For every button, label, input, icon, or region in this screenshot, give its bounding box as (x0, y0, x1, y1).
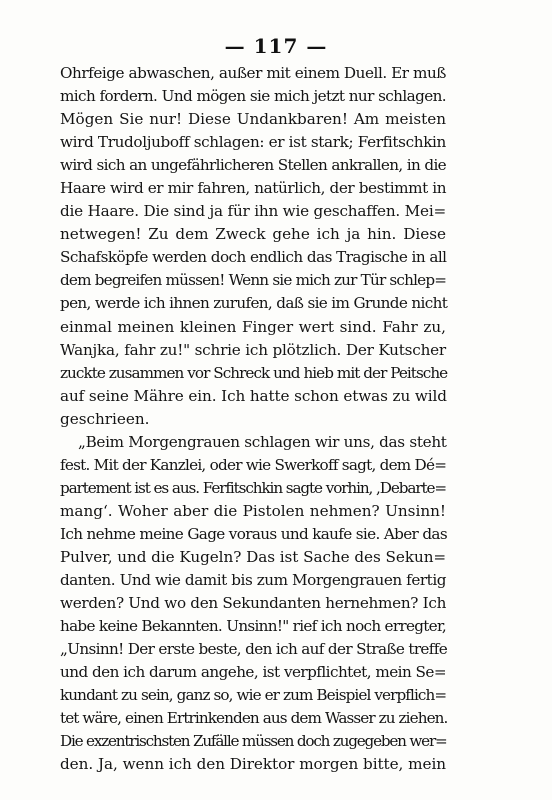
text-line: tet wäre, einen Ertrinkenden aus dem Wasser zu ziehen. (60, 709, 448, 728)
text-line: „Unsinn! Der erste beste, den ich auf der Straße treffe (60, 640, 448, 659)
text-line: habe keine Bekannten. Unsinn!" rief ich noch erregter, (60, 617, 446, 636)
text-line: geschrieen. (60, 409, 150, 428)
text-line: wird Trudoljuboff schlagen: er ist stark; Ferfitschkin (60, 133, 446, 152)
text-line: auf seine Mähre ein. Ich hatte schon etwas zu wild (60, 386, 447, 405)
text-line: Mögen Sie nur! Diese Undankbaren! Am meisten (60, 110, 446, 129)
text-line: Wanjka, fahr zu!" schrie ich plötzlich. Der Kutscher (60, 340, 446, 359)
body-text (60, 62, 446, 776)
text-line: Ohrfeige abwaschen, außer mit einem Duell. Er muß (60, 64, 446, 82)
text-line: dem begreifen müssen! Wenn sie mich zur Tür schlep= (60, 271, 447, 290)
text-line: den. Ja, wenn ich den Direktor morgen bitte, mein (60, 755, 446, 774)
text-line: Die exzentrischsten Zufälle müssen doch zugegeben wer= (60, 732, 447, 751)
text-line: werden? Und wo den Sekundanten hernehmen? Ich (60, 594, 447, 613)
text-line: Haare wird er mir fahren, natürlich, der bestimmt in (60, 179, 447, 198)
text-line: partement ist es aus. Ferfitschkin sagte vorhin, ,Debarte= (60, 478, 446, 497)
text-line: danten. Und wie damit bis zum Morgengrauen fertig (60, 571, 446, 590)
text-line: Ich nehme meine Gage voraus und kaufe sie. Aber das (60, 524, 447, 543)
text-line: kundant zu sein, ganz so, wie er zum Beispiel verpflich= (60, 686, 447, 705)
text-line: einmal meinen kleinen Finger wert sind. Fahr zu, (60, 317, 446, 336)
text-line: die Haare. Die sind ja für ihn wie geschaffen. Mei= (60, 202, 446, 221)
text-line: mich fordern. Und mögen sie mich jetzt nur schlagen. (60, 87, 446, 106)
text-line: Schafsköpfe werden doch endlich das Tragische in all (60, 248, 447, 267)
text-line: Pulver, und die Kugeln? Das ist Sache des Sekun= (60, 547, 447, 566)
text-line: netwegen! Zu dem Zweck gehe ich ja hin. Diese (60, 225, 446, 244)
text-line: „Beim Morgengrauen schlagen wir uns, das steht (78, 432, 447, 451)
text-line: mang‘. Woher aber die Pistolen nehmen? Unsinn! (60, 501, 446, 520)
text-line: pen, werde ich ihnen zurufen, daß sie im Grunde nicht (60, 294, 448, 313)
text-line: zuckte zusammen vor Schreck und hieb mit der Peitsche (60, 363, 448, 382)
page-number: — 117 — (224, 34, 328, 58)
text-line: fest. Mit der Kanzlei, oder wie Swerkoff sagt, dem Dé= (60, 455, 447, 474)
text-line: und den ich darum angehe, ist verpflichtet, mein Se= (60, 663, 446, 682)
text-line: wird sich an ungefährlicheren Stellen ankrallen, in die (60, 156, 446, 175)
